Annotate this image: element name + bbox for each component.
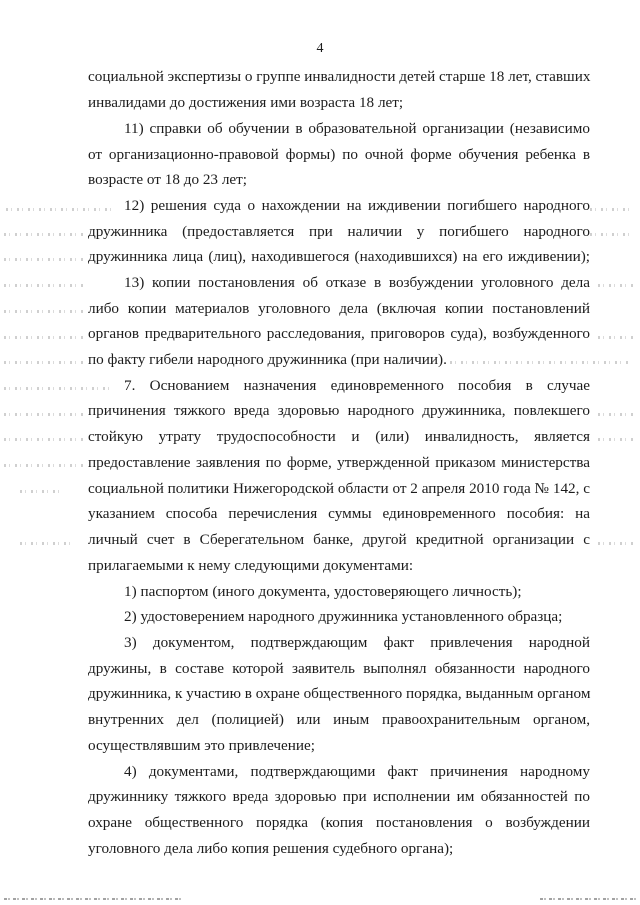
text-line: 2) удостоверением народного дружинника установленного образца;	[124, 608, 563, 625]
scan-noise	[598, 542, 634, 545]
text-line: 11) справки об обучении в образовательной организации (независимо	[124, 120, 590, 137]
text-line: указанием способа перечисления суммы единовременного пособия: на	[88, 505, 590, 522]
text-line: дружины, в составе которой заявитель выполнял обязанности народного	[88, 660, 590, 677]
text-line: 4) документами, подтверждающими факт причинения народному	[124, 763, 590, 780]
text-line: либо копии материалов уголовного дела (включая копии постановлений	[88, 300, 590, 317]
scan-noise	[598, 413, 634, 416]
scan-noise	[20, 542, 70, 545]
scan-noise	[4, 361, 84, 364]
text-line: дружинника, к участию в охране общественного порядка, выданным органом	[88, 685, 591, 702]
text-line: предоставление заявления по форме, утвержденной приказом министерства	[88, 454, 590, 471]
scan-noise	[6, 208, 114, 211]
scan-noise	[4, 284, 84, 287]
scan-noise	[4, 438, 84, 441]
text-line: инвалидами до достижения ими возраста 18 лет;	[88, 94, 404, 111]
scan-noise	[4, 387, 114, 390]
scan-noise	[590, 208, 632, 211]
text-line: органов предварительного расследования, приговоров суда), возбужденного	[88, 325, 590, 342]
scan-noise	[598, 438, 634, 441]
text-line: 7. Основанием назначения единовременного пособия в случае	[124, 377, 590, 394]
text-line: стойкую утрату трудоспособности и (или) инвалидность, является	[88, 428, 590, 445]
text-line: 12) решения суда о нахождении на иждивении погибшего народного	[124, 197, 590, 214]
text-line: дружинника (предоставляется при наличии у погибшего народного	[88, 223, 590, 240]
text-line: возрасте от 18 до 23 лет;	[88, 171, 248, 188]
scan-noise	[4, 413, 84, 416]
scan-noise	[4, 898, 184, 900]
text-line: социальной политики Нижегородской области от 2 апреля 2010 года № 142, с	[88, 480, 590, 497]
scan-noise	[540, 898, 636, 900]
scan-noise	[598, 336, 634, 339]
text-line: причинения тяжкого вреда здоровью народного дружинника, повлекшего	[88, 402, 590, 419]
text-line: прилагаемыми к нему следующими документами:	[88, 557, 414, 574]
page-number: 4	[316, 41, 324, 56]
scan-noise	[4, 258, 84, 261]
scan-noise	[4, 310, 84, 313]
text-line: социальной экспертизы о группе инвалидности детей старше 18 лет, ставших	[88, 68, 591, 85]
text-line: по факту гибели народного дружинника (при наличии).	[88, 351, 447, 368]
text-line: охране общественного порядка (копия постановления о возбуждении	[88, 814, 590, 831]
scan-noise	[450, 361, 630, 364]
scan-noise	[598, 284, 634, 287]
text-line: от организационно-правовой формы) по очной форме обучения ребенка в	[88, 146, 590, 163]
text-line: внутренних дел (полицией) или иным правоохранительным органом,	[88, 711, 590, 728]
text-line: дружиннику тяжкого вреда здоровью при исполнении им обязанностей по	[88, 788, 590, 805]
text-line: 3) документом, подтверждающим факт привлечения народной	[124, 634, 590, 651]
scan-noise	[4, 233, 84, 236]
scan-noise	[4, 336, 84, 339]
text-line: 1) паспортом (иного документа, удостоверяющего личность);	[124, 583, 522, 600]
scan-noise	[590, 233, 634, 236]
text-line: уголовного дела либо копия решения судебного органа);	[88, 840, 454, 857]
text-line: осуществлявшим это привлечение;	[88, 737, 315, 754]
text-line: дружинника лица (лиц), находившегося (находившихся) на его иждивении);	[88, 248, 590, 265]
scan-noise	[20, 490, 60, 493]
scan-noise	[4, 464, 84, 467]
text-line: 13) копии постановления об отказе в возбуждении уголовного дела	[124, 274, 590, 291]
text-line: личный счет в Сберегательном банке, другой кредитной организации с	[88, 531, 590, 548]
